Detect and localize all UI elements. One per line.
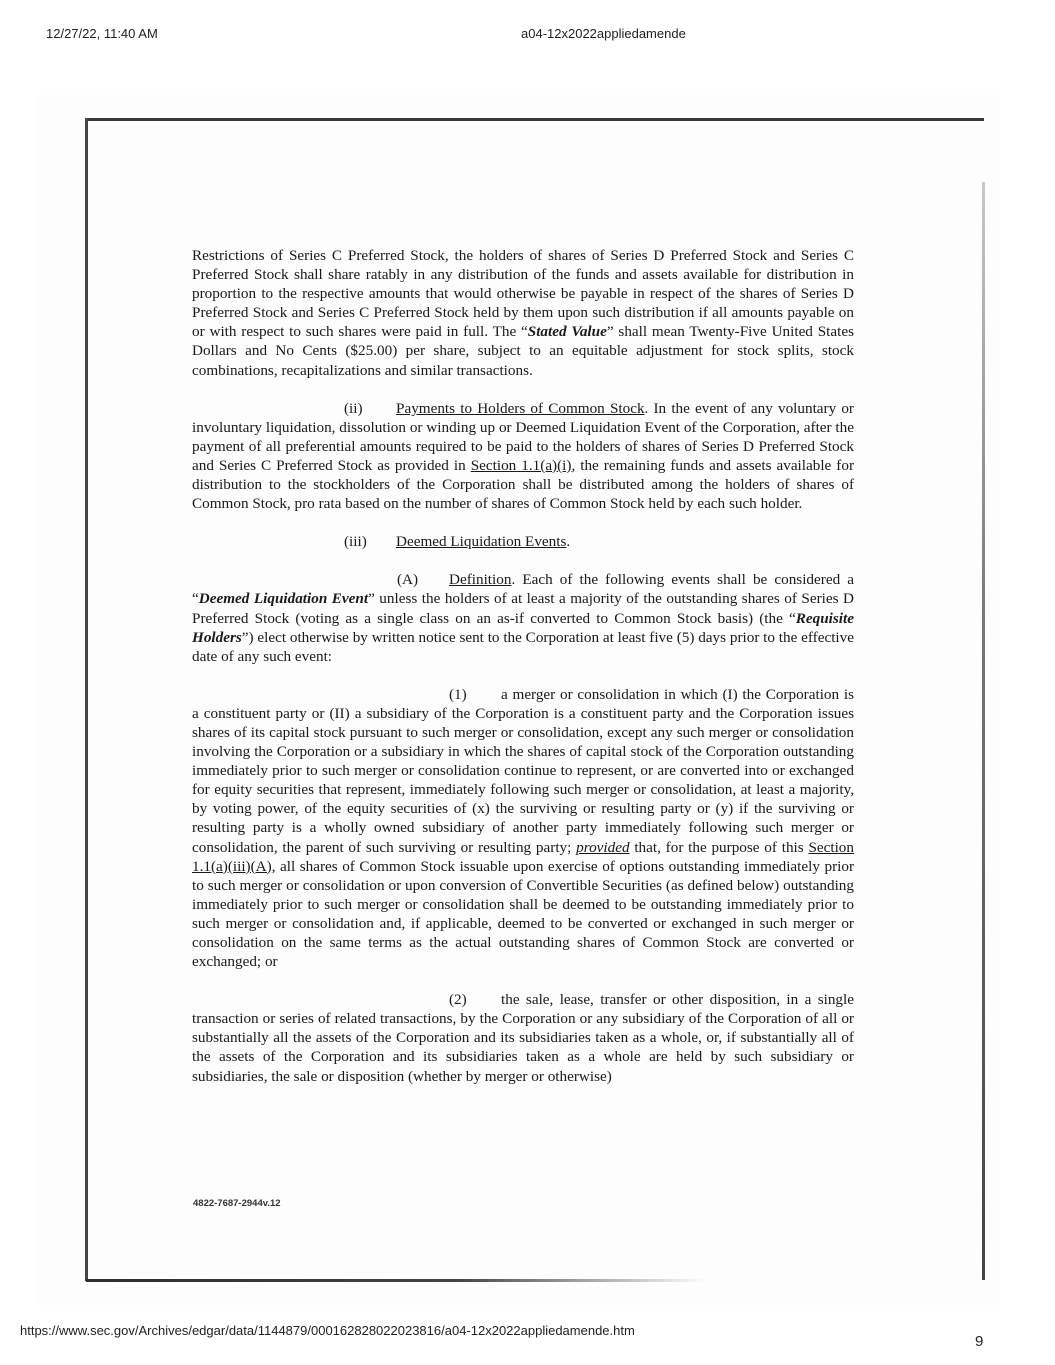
item-2-paragraph: (2) the sale, lease, transfer or other disposition, in a single transaction or series of related transactions, by the Corporation or any subsidiary of the Corporation of all or substantially all the assets of the Corporation and its subsidiaries taken as a whole, or, if substantially all of the assets of the Corporation and its subsidiaries taken as a whole are held by such subsidiary or subsidiaries, the sale or disposition (whether by merger or otherwise)	[192, 991, 854, 1085]
item-1-number: (1)	[449, 685, 467, 703]
page-frame-bottom-border	[86, 1279, 706, 1282]
print-datetime: 12/27/22, 11:40 AM	[46, 26, 158, 41]
paragraph-continuation: Restrictions of Series C Preferred Stock, the holders of shares of Series D Preferred Stock and Series C Preferred Stock shall share ratably in any distribution of the funds and assets available for distribution in proportion to the respective amounts that would otherwise be payable in respect of the shares of Series D Preferred Stock and Series C Preferred Stock held by them upon such distribution if all amounts payable on or with respect to such shares were paid in full. The “Stated Value” shall mean Twenty-Five United States Dollars and No Cents ($25.00) per share, subject to an equitable adjustment for stock splits, stock combinations, recapitalizations and similar transactions.	[192, 247, 854, 379]
provided-term: provided	[576, 838, 630, 856]
indent-spacer	[192, 1003, 449, 1004]
item-2-number: (2)	[449, 991, 467, 1009]
section-ii-paragraph: (ii) Payments to Holders of Common Stock. In the event of any voluntary or involuntary liquidation, dissolution or winding up or Deemed Liquidation Event of the Corporation, after the payment of all preferential amounts required to be paid to the holders of shares of Series D Preferred Stock and Series C Preferred Stock as provided in Section 1.1(a)(i), the remaining funds and assets available for distribution to the stockholders of the Corporation shall be distributed among the holders of shares of Common Stock, pro rata based on the number of shares of Common Stock held by each such holder.	[192, 399, 854, 513]
page-frame-right-border	[982, 182, 985, 1280]
xref-section-1-1-a-i: Section 1.1(a)(i)	[470, 456, 572, 474]
section-A-heading: Definition	[449, 571, 512, 589]
defined-term-stated-value: Stated Value	[527, 323, 607, 341]
section-ii-heading: Payments to Holders of Common Stock	[396, 399, 645, 417]
document-body	[192, 246, 854, 1086]
section-ii-number: (ii)	[344, 399, 363, 417]
print-page-title: a04-12x2022appliedamende	[521, 26, 686, 41]
xref-section-1-1-a-iii-A: Section 1.1(a)(iii)(A)	[192, 838, 854, 875]
indent-spacer	[192, 412, 344, 413]
indent-spacer	[192, 545, 344, 546]
defined-term-requisite-holders: Requisite Holders	[192, 609, 854, 646]
indent-spacer	[192, 583, 397, 584]
page-frame-left-border	[85, 118, 88, 1281]
defined-term-deemed-liquidation-event: Deemed Liquidation Event	[198, 590, 369, 608]
document-id: 4822-7687-2944v.12	[193, 1198, 281, 1209]
section-A-paragraph: (A) Definition. Each of the following events shall be considered a “Deemed Liquidation Event” unless the holders of at least a majority of the outstanding shares of Series D Preferred Stock (voting as a single class on an as-if converted to Common Stock basis) (the “Requisite Holders”) elect otherwise by written notice sent to the Corporation at least five (5) days prior to the effective date of any such event:	[192, 571, 854, 665]
section-iii-number: (iii)	[344, 533, 367, 551]
indent-spacer	[192, 698, 449, 699]
item-1-paragraph: (1) a merger or consolidation in which (I) the Corporation is a constituent party or (II) a subsidiary of the Corporation is a constituent party and the Corporation issues shares of its capital stock pursuant to such merger or consolidation, except any such merger or consolidation involving the Corporation or a subsidiary in which the shares of capital stock of the Corporation outstanding immediately prior to such merger or consolidation continue to represent, or are converted into or exchanged for equity securities that represent, immediately following such merger or consolidation, at least a majority, by voting power, of the equity securities of (x) the surviving or resulting party or (y) if the surviving or resulting party is a wholly owned subsidiary of another party immediately following such merger or consolidation, the parent of such surviving or resulting party; provided that, for the purpose of this Section 1.1(a)(iii)(A), all shares of Common Stock issuable upon exercise of options outstanding immediately prior to such merger or consolidation or upon conversion of Convertible Securities (as defined below) outstanding immediately prior to such merger or consolidation shall be deemed to be outstanding immediately prior to such merger or consolidation and, if applicable, deemed to be converted or exchanged in such merger or consolidation on the same terms as the actual outstanding shares of Common Stock are converted or exchanged; or	[192, 685, 854, 971]
source-url: https://www.sec.gov/Archives/edgar/data/1144879/000162828022023816/a04-12x2022appliedamende.htm	[20, 1323, 635, 1338]
page-number: 9	[975, 1333, 984, 1350]
page-frame-top-border	[86, 118, 984, 121]
section-A-number: (A)	[397, 571, 419, 589]
section-iii-heading: Deemed Liquidation Events	[396, 533, 567, 551]
section-iii-heading-line: (iii) Deemed Liquidation Events.	[192, 532, 854, 551]
